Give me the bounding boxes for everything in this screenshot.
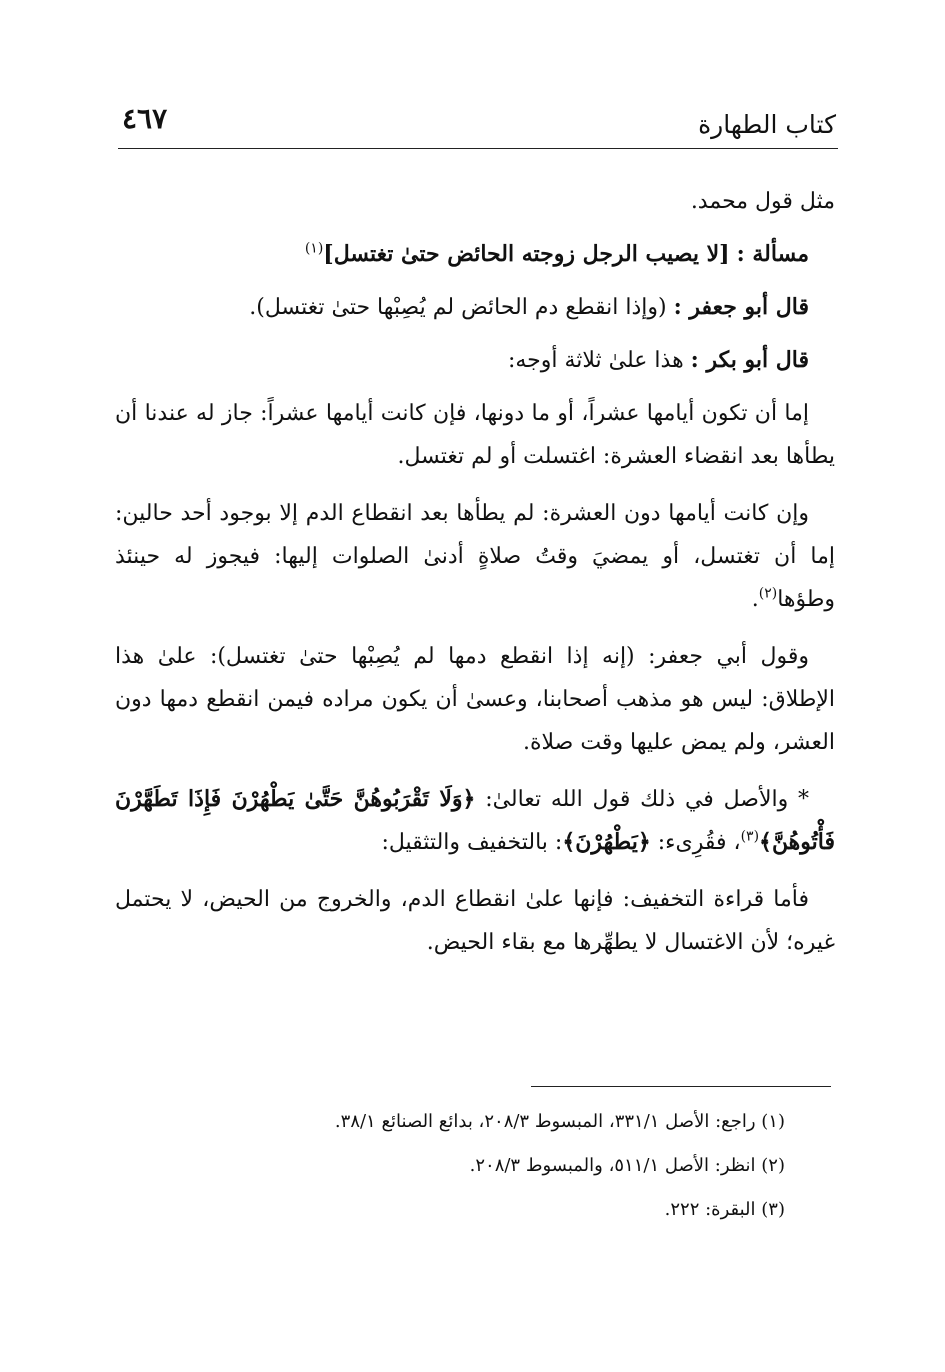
running-header [118,98,838,149]
paragraph-less-than-ten-text: وإن كانت أيامها دون العشرة: لم يطأها بعد انقطاع الدم إلا بوجود أحد حالين: إما أن تغتسل، أو يمضيَ وقتُ صلاةٍ أدنىٰ الصلوات إليها: فيجوز له حينئذ وطؤها [115,501,835,612]
paragraph-light-reading-text: فأما قراءة التخفيف: فإنها علىٰ انقطاع الدم، والخروج من الحيض، لا يحتمل غيره؛ لأن الاغتسال لا يطهِّرها مع بقاء الحيض. [115,887,835,955]
paragraph-less-than-ten-end: . [751,587,759,612]
footnote-divider [531,1086,831,1087]
footnote-ref-1: (١) [304,240,324,257]
footnote-ref-3: (٣) [740,828,760,845]
speaker-abu-bakr: قال أبو بكر : [690,347,809,373]
abu-jafar-text: (وإذا انقطع دم الحائض لم يُصِبْها حتىٰ تغتسل). [249,295,667,320]
paragraph-cases [115,392,835,478]
abu-jafar-quote [115,286,835,329]
abu-bakr-text: هذا علىٰ ثلاثة أوجه: [507,348,684,373]
main-text [115,180,835,978]
paragraph-cases-text: إما أن تكون أيامها عشراً، أو ما دونها، فإن كانت أيامها عشراً: جاز له عندنا أن يطأها بعد انقضاء العشرة: اغتسلت أو لم تغتسل. [115,401,835,469]
quran-word: ﴿يَطْهُرْنَ﴾ [562,829,651,855]
paragraph-quran-basis [115,778,835,864]
footnote-ref-2: (٢) [758,585,778,602]
quran-intro: * والأصل في ذلك قول الله تعالىٰ: [485,787,809,812]
page-number: ٤٦٧ [122,102,168,135]
footnote-1: (١) راجع: الأصل ٣٣١/١، المبسوط ٢٠٨/٣، بدائع الصنائع ٣٨/١. [334,1111,785,1132]
paragraph-light-reading [115,878,835,964]
footnote-2: (٢) انظر: الأصل ٥١١/١، والمبسوط ٢٠٨/٣. [469,1155,785,1176]
running-title: كتاب الطهارة [698,110,836,139]
quran-verse: ﴿وَلَا تَقْرَبُوهُنَّ حَتَّىٰ يَطْهُرْنَ فَإِذَا تَطَهَّرْنَ فَأْتُوهُنَّ﴾ [115,786,835,855]
paragraph-commentary-text: وقول أبي جعفر: (إنه إذا انقطع دمها لم يُصِبْها حتىٰ تغتسل): علىٰ هذا الإطلاق: ليس هو مذهب أصحابنا، وعسىٰ أن يكون مراده فيمن انقطع دمها دون العشر، ولم يمض عليها وقت صلاة. [115,644,835,755]
quran-reading-intro: ، فقُرِىء: [657,830,741,855]
paragraph-less-than-ten [115,492,835,621]
abu-bakr-quote [115,339,835,382]
footnotes [105,1100,785,1232]
issue-title: [لا يصيب الرجل زوجته الحائض حتىٰ تغتسل] [323,241,730,267]
quran-reading-end: : بالتخفيف والتثقيل: [381,830,563,855]
paragraph-1 [115,180,835,223]
paragraph-commentary [115,635,835,764]
footnote-3: (٣) البقرة: ٢٢٢. [664,1199,785,1220]
issue-label: مسألة : [736,241,809,267]
speaker-abu-jafar: قال أبو جعفر : [673,294,809,320]
issue-heading [115,233,835,276]
paragraph-1-text: مثل قول محمد. [690,189,835,214]
